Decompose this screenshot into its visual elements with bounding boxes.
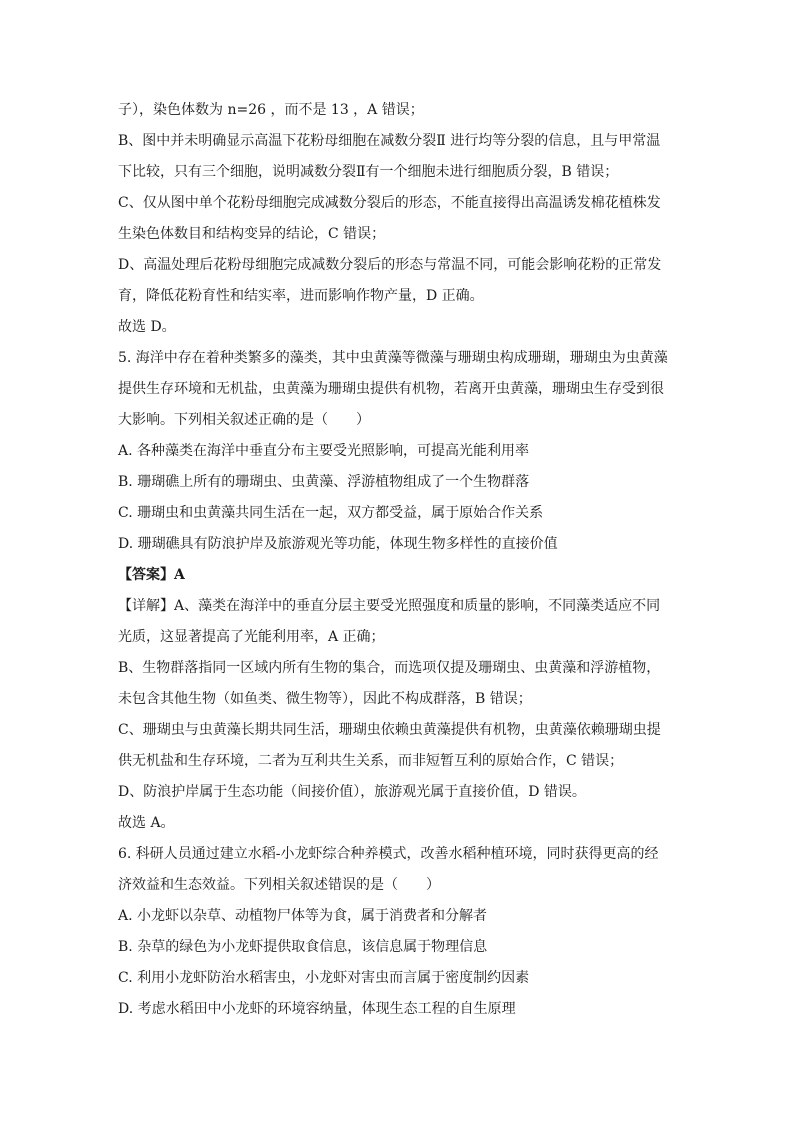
question-6-option-a: A. 小龙虾以杂草、动植物尸体等为食，属于消费者和分解者 <box>118 908 488 924</box>
text-line: 下比较，只有三个细胞，说明减数分裂Ⅱ有一个细胞未进行细胞质分裂，B 错误； <box>118 164 619 180</box>
explanation-line: D、防浪护岸属于生态功能（间接价值），旅游观光属于直接价值，D 错误。 <box>118 784 586 800</box>
text-line: 生染色体数目和结构变异的结论，C 错误； <box>118 226 386 242</box>
explanation-line: 未包含其他生物（如鱼类、微生物等），因此不构成群落，B 错误； <box>118 691 532 707</box>
question-5-stem: 提供生存环境和无机盐，虫黄藻为珊瑚虫提供有机物，若离开虫黄藻，珊瑚虫生存受到很 <box>118 381 664 397</box>
explanation-line: 供无机盐和生存环境，二者为互利共生关系，而非短暂互利的原始合作，C 错误； <box>118 753 624 769</box>
final-choice: 故选 A。 <box>118 815 175 831</box>
text-line: 子），染色体数为 n=26 ，而不是 13 ，A 错误； <box>118 102 424 118</box>
explanation-line: B、生物群落指同一区域内所有生物的集合，而选项仅提及珊瑚虫、虫黄藻和浮游植物， <box>118 660 661 676</box>
question-6-option-c: C. 利用小龙虾防治水稻害虫，小龙虾对害虫而言属于密度制约因素 <box>118 970 530 986</box>
text-line: C、仅从图中单个花粉母细胞完成减数分裂后的形态，不能直接得出高温诱发棉花植株发 <box>118 195 661 211</box>
explanation-line: 【详解】A、藻类在海洋中的垂直分层主要受光照强度和质量的影响，不同藻类适应不同 <box>118 598 661 614</box>
text-line: 故选 D。 <box>118 319 176 335</box>
question-6-option-b: B. 杂草的绿色为小龙虾提供取食信息，该信息属于物理信息 <box>118 939 488 955</box>
question-5-option-b: B. 珊瑚礁上所有的珊瑚虫、虫黄藻、浮游植物组成了一个生物群落 <box>118 474 530 490</box>
question-5-stem: 大影响。下列相关叙述正确的是（ ） <box>118 412 370 428</box>
question-5-option-d: D. 珊瑚礁具有防浪护岸及旅游观光等功能，体现生物多样性的直接价值 <box>118 536 558 552</box>
question-5-option-a: A. 各种藻类在海洋中垂直分布主要受光照影响，可提高光能利用率 <box>118 443 530 459</box>
question-5-option-c: C. 珊瑚虫和虫黄藻共同生活在一起，双方都受益，属于原始合作关系 <box>118 505 544 521</box>
question-5-stem: 5. 海洋中存在着种类繁多的藻类，其中虫黄藻等微藻与珊瑚虫构成珊瑚，珊瑚虫为虫黄藻 <box>118 350 668 366</box>
question-6-stem: 6. 科研人员通过建立水稻-小龙虾综合种养模式，改善水稻种植环境，同时获得更高的经 <box>118 846 659 862</box>
answer-label: 【答案】A <box>118 567 185 583</box>
text-line: 育，降低花粉育性和结实率，进而影响作物产量，D 正确。 <box>118 288 484 304</box>
text-line: D、高温处理后花粉母细胞完成减数分裂后的形态与常温不同，可能会影响花粉的正常发 <box>118 257 662 273</box>
question-6-stem: 济效益和生态效益。下列相关叙述错误的是（ ） <box>118 877 440 893</box>
explanation-line: 光质，这显著提高了光能利用率，A 正确； <box>118 629 385 645</box>
text-line: B、图中并未明确显示高温下花粉母细胞在减数分裂Ⅱ 进行均等分裂的信息，且与甲常温 <box>118 133 661 149</box>
question-6-option-d: D. 考虑水稻田中小龙虾的环境容纳量，体现生态工程的自生原理 <box>118 1001 516 1017</box>
explanation-line: C、珊瑚虫与虫黄藻长期共同生活，珊瑚虫依赖虫黄藻提供有机物，虫黄藻依赖珊瑚虫提 <box>118 722 661 738</box>
